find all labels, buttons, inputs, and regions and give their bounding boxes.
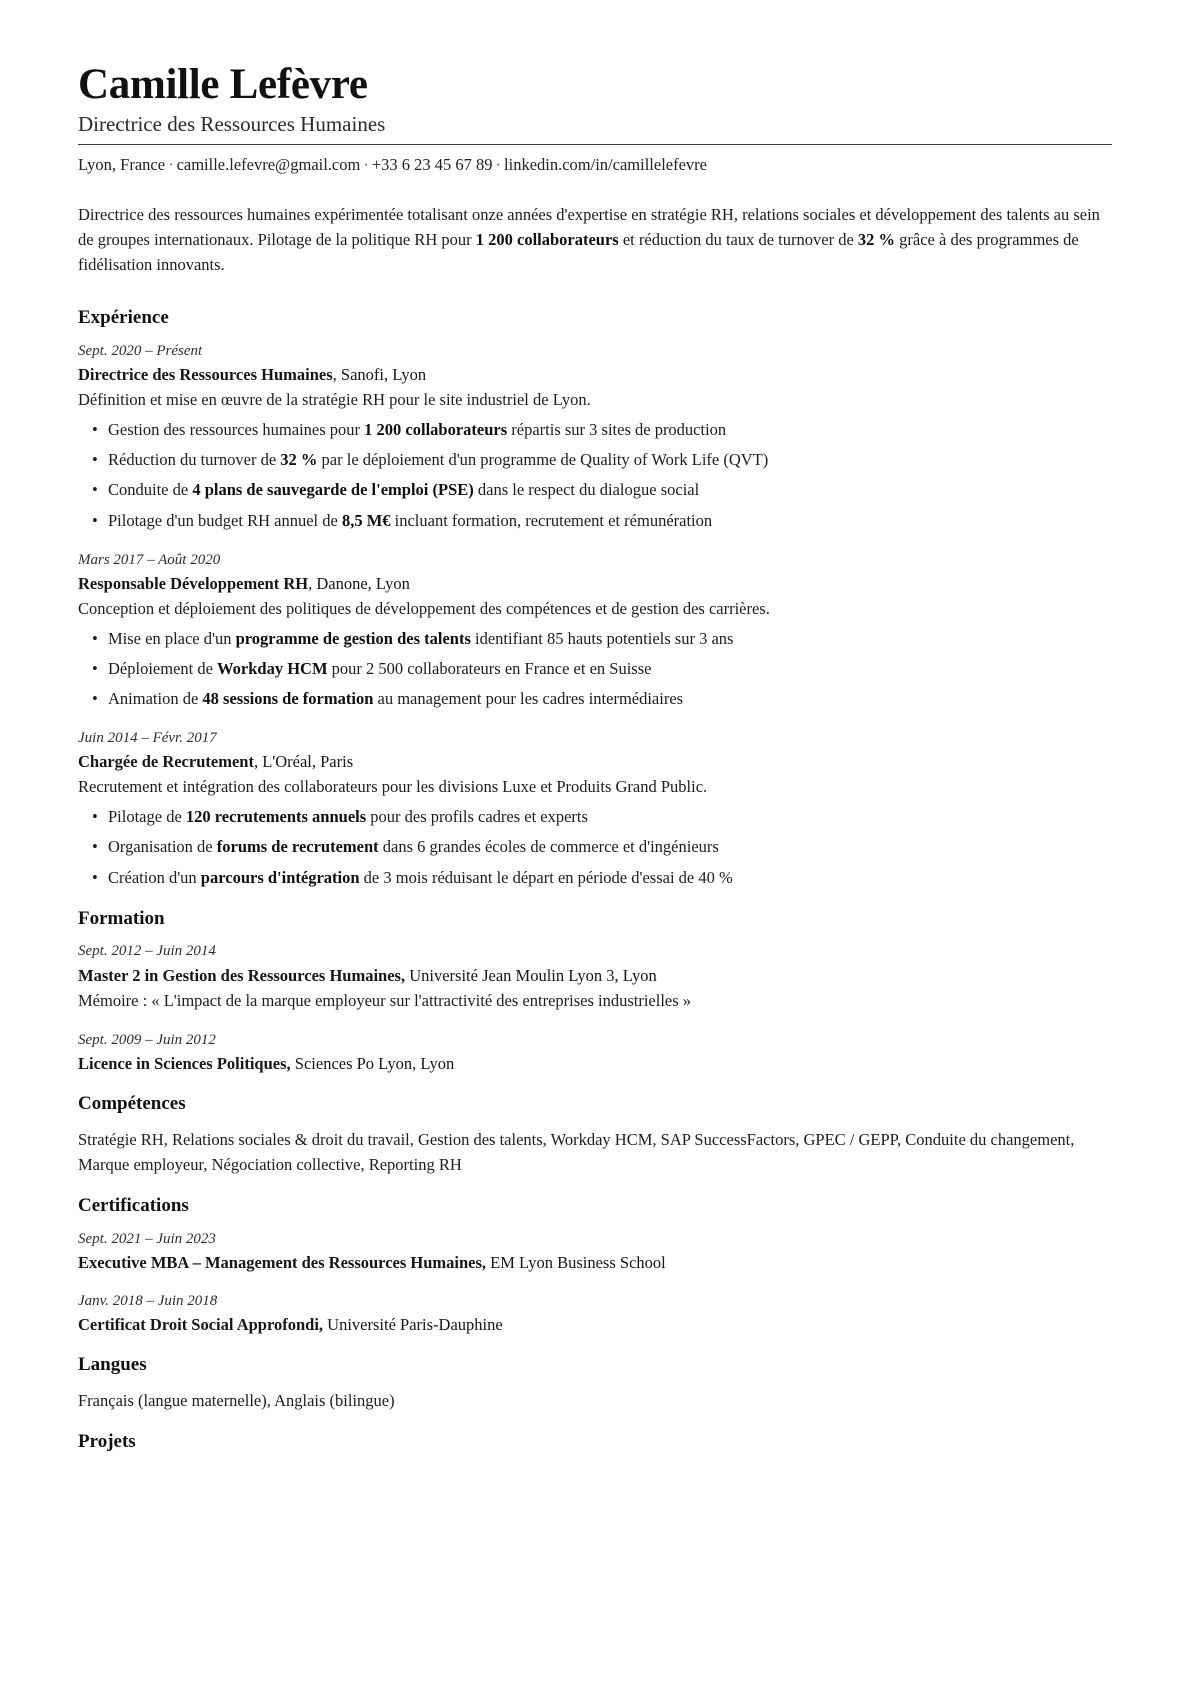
bullet-dot-icon: •	[92, 689, 98, 709]
bullet-dot-icon: •	[92, 658, 98, 678]
section-title-certifications: Certifications	[78, 1195, 189, 1216]
entry-role: Directrice des Ressources Humaines	[78, 365, 333, 385]
summary-text: et réduction du taux de turnover de	[618, 230, 858, 250]
contact-email[interactable]: camille.lefevre@gmail.com	[176, 154, 361, 174]
professional-summary	[78, 202, 1112, 277]
summary-highlight: 32 %	[857, 230, 896, 250]
list-item	[78, 687, 1112, 711]
contact-linkedin[interactable]: linkedin.com/in/camillelefevre	[504, 154, 707, 174]
bullet-text: Pilotage de	[108, 807, 186, 827]
section-formation	[78, 908, 1112, 1075]
bullet-dot-icon: •	[92, 867, 98, 887]
bullet-dot-icon: •	[92, 837, 98, 857]
list-item	[78, 866, 1112, 890]
bullet-text: Mise en place d'un	[108, 628, 236, 648]
entry-heading	[78, 363, 1112, 386]
contact-separator: ·	[168, 154, 174, 174]
section-title-projets: Projets	[78, 1431, 136, 1453]
bullet-highlight: 8,5 M€	[341, 510, 391, 530]
bullet-text: pour 2 500 collaborateurs en France et en Suisse	[327, 658, 652, 678]
bullet-dot-icon: •	[92, 480, 98, 500]
bullet-text: dans 6 grandes écoles de commerce et d'ingénieurs	[378, 837, 719, 857]
list-item	[78, 448, 1112, 472]
entry-heading	[78, 964, 1112, 987]
bullet-text: au management pour les cadres intermédiaires	[373, 689, 684, 709]
bullet-text: Conduite de	[108, 480, 193, 500]
section-body-langues: Français (langue maternelle), Anglais (bilingue)	[78, 1391, 395, 1411]
bullet-text: Déploiement de	[108, 658, 218, 678]
bullet-highlight: Workday HCM	[217, 658, 328, 678]
entry-bullet-list	[78, 627, 1112, 711]
page-title: Camille Lefèvre	[78, 61, 368, 108]
list-item	[78, 627, 1112, 651]
entry-description: Conception et déploiement des politiques de développement des compétences et de gestion des carrières.	[78, 598, 770, 618]
entry-date: Sept. 2020 – Présent	[78, 343, 203, 360]
entry-role: Executive MBA – Management des Ressources Humaines,	[78, 1253, 487, 1273]
header-divider	[78, 144, 1112, 145]
bullet-text: dans le respect du dialogue social	[473, 480, 700, 500]
bullet-highlight: programme de gestion des talents	[235, 628, 471, 648]
bullet-highlight: 120 recrutements annuels	[185, 807, 367, 827]
entry-bullet-list	[78, 418, 1112, 532]
entry-heading	[78, 572, 1112, 595]
entry-experience	[78, 341, 1112, 533]
entry-date: Sept. 2009 – Juin 2012	[78, 1031, 216, 1048]
bullet-text: Création d'un	[108, 867, 201, 887]
entry-certifications	[78, 1291, 1112, 1336]
entry-role: Master 2 in Gestion des Ressources Humaines,	[78, 965, 406, 985]
list-item	[78, 657, 1112, 681]
entry-experience	[78, 550, 1112, 712]
section-experience	[78, 307, 1112, 889]
bullet-text: Réduction du turnover de	[108, 450, 281, 470]
bullet-text: Pilotage d'un budget RH annuel de	[108, 510, 342, 530]
bullet-dot-icon: •	[92, 807, 98, 827]
entry-organization: , L'Oréal, Paris	[253, 752, 354, 772]
entry-role: Chargée de Recrutement	[78, 752, 254, 772]
entry-bullet-list	[78, 805, 1112, 889]
entry-organization: EM Lyon Business School	[486, 1253, 666, 1273]
entry-heading	[78, 1052, 1112, 1075]
contact-line	[78, 154, 1112, 176]
entry-heading	[78, 750, 1112, 773]
entry-organization: , Danone, Lyon	[308, 573, 410, 593]
list-item	[78, 509, 1112, 533]
summary-text: grâce à des programmes de fidélisation innovants.	[78, 230, 1079, 275]
entry-heading	[78, 1251, 1112, 1274]
bullet-dot-icon: •	[92, 450, 98, 470]
bullet-dot-icon: •	[92, 510, 98, 530]
contact-phone[interactable]: +33 6 23 45 67 89	[371, 154, 493, 174]
entry-organization: Université Jean Moulin Lyon 3, Lyon	[405, 965, 657, 985]
entry-role: Licence in Sciences Politiques,	[78, 1053, 291, 1073]
entry-role: Responsable Développement RH	[78, 573, 309, 593]
contact-separator: ·	[495, 154, 502, 174]
bullet-highlight: 32 %	[280, 450, 318, 470]
section-title-formation: Formation	[78, 907, 165, 929]
section-title-langues: Langues	[78, 1354, 147, 1376]
bullet-highlight: 1 200 collaborateurs	[364, 420, 508, 440]
bullet-text: Organisation de	[108, 837, 217, 857]
bullet-text: incluant formation, recrutement et rémunération	[390, 510, 713, 530]
entry-date: Juin 2014 – Févr. 2017	[78, 730, 217, 747]
entry-date: Sept. 2012 – Juin 2014	[78, 943, 216, 960]
bullet-text: Gestion des ressources humaines pour	[108, 420, 365, 440]
entry-formation	[78, 941, 1112, 1012]
list-item	[78, 478, 1112, 502]
entry-certifications	[78, 1229, 1112, 1274]
entry-date: Sept. 2021 – Juin 2023	[78, 1230, 216, 1247]
entry-description: Définition et mise en œuvre de la stratégie RH pour le site industriel de Lyon.	[78, 390, 591, 410]
list-item	[78, 835, 1112, 859]
section-competences	[78, 1093, 1112, 1177]
job-headline: Directrice des Ressources Humaines	[78, 111, 386, 136]
bullet-highlight: forums de recrutement	[216, 837, 379, 857]
bullet-highlight: 4 plans de sauvegarde de l'emploi (PSE)	[192, 480, 474, 500]
section-langues	[78, 1354, 1112, 1413]
resume-sections	[78, 307, 1112, 1454]
bullet-text: identifiant 85 hauts potentiels sur 3 ans	[470, 628, 734, 648]
entry-description: Mémoire : « L'impact de la marque employeur sur l'attractivité des entreprises industrielles »	[78, 990, 692, 1010]
bullet-text: par le déploiement d'un programme de Quality of Work Life (QVT)	[317, 450, 769, 470]
section-projets	[78, 1431, 1112, 1454]
contact-location: Lyon, France	[78, 154, 166, 174]
bullet-text: pour des profils cadres et experts	[366, 807, 588, 827]
entry-description: Recrutement et intégration des collaborateurs pour les divisions Luxe et Produits Grand Public.	[78, 777, 708, 797]
contact-separator: ·	[363, 154, 369, 174]
resume-header	[78, 62, 1112, 176]
bullet-highlight: 48 sessions de formation	[202, 689, 374, 709]
summary-text: Directrice des ressources humaines expérimentée totalisant onze années d'expertise en stratégie RH, relations sociales et développement des talents au sein de groupes internationaux. Pilotage de la politique RH pour	[78, 205, 1100, 250]
entry-role: Certificat Droit Social Approfondi,	[78, 1315, 324, 1335]
entry-heading	[78, 1313, 1112, 1336]
bullet-text: de 3 mois réduisant le départ en période d'essai de 40 %	[359, 867, 733, 887]
bullet-dot-icon: •	[92, 420, 98, 440]
entry-organization: Sciences Po Lyon, Lyon	[290, 1053, 455, 1073]
section-certifications	[78, 1195, 1112, 1336]
list-item	[78, 805, 1112, 829]
list-item	[78, 418, 1112, 442]
bullet-highlight: parcours d'intégration	[200, 867, 360, 887]
entry-experience	[78, 728, 1112, 890]
entry-formation	[78, 1030, 1112, 1075]
entry-organization: , Sanofi, Lyon	[332, 365, 427, 385]
bullet-dot-icon: •	[92, 628, 98, 648]
entry-date: Mars 2017 – Août 2020	[78, 551, 221, 568]
bullet-text: Animation de	[108, 689, 203, 709]
bullet-text: répartis sur 3 sites de production	[507, 420, 727, 440]
section-title-competences: Compétences	[78, 1093, 186, 1115]
entry-date: Janv. 2018 – Juin 2018	[78, 1293, 218, 1310]
summary-highlight: 1 200 collaborateurs	[475, 230, 619, 250]
section-body-competences: Stratégie RH, Relations sociales & droit du travail, Gestion des talents, Workday HCM, SAP SuccessFactors, GPEC / GEPP, Conduite du changement, Marque employeur, Négociation collective, Reporting RH	[78, 1129, 1075, 1174]
entry-organization: Université Paris-Dauphine	[323, 1315, 503, 1335]
section-title-experience: Expérience	[78, 307, 169, 329]
